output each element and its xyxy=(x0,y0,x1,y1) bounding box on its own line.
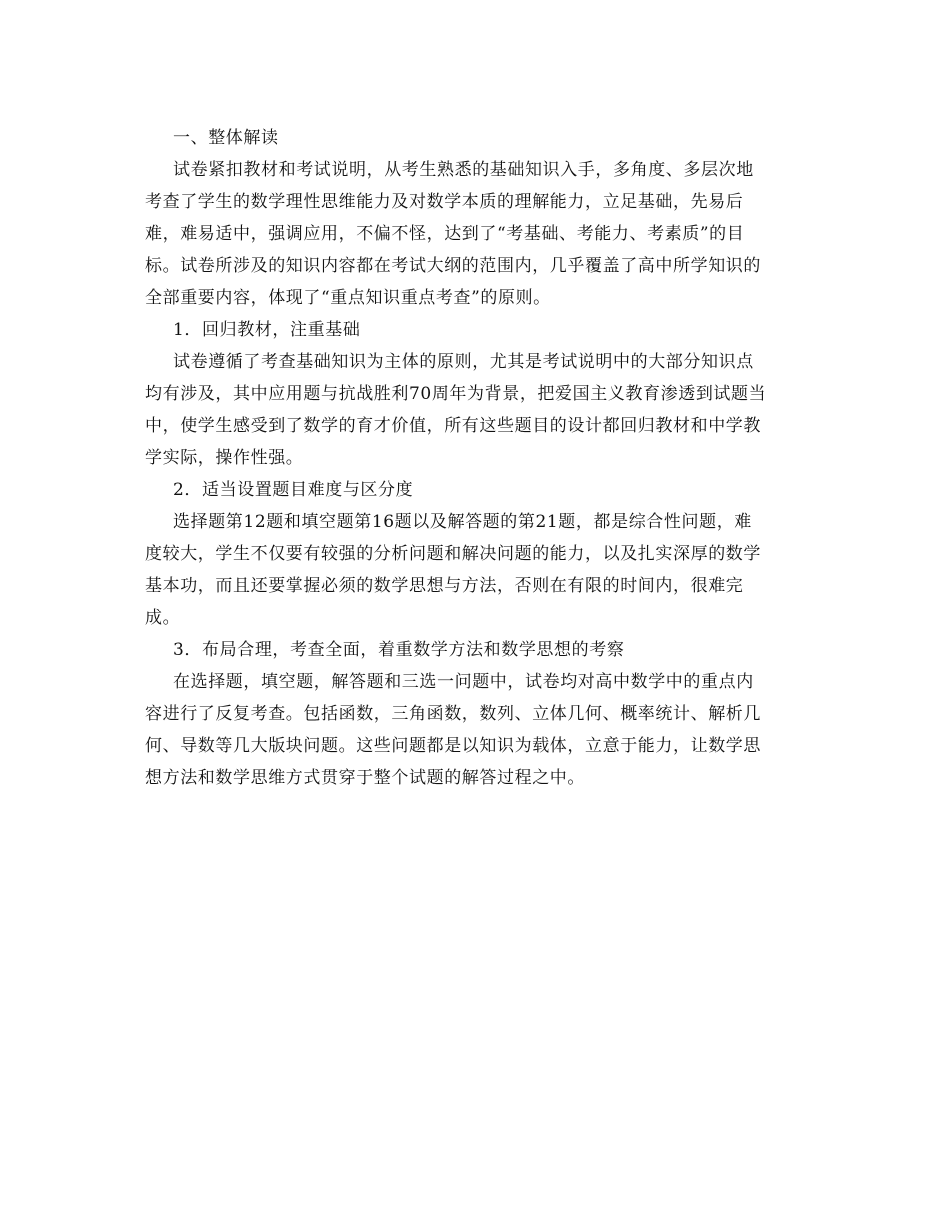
text-line: 何、导数等几大版块问题。这些问题都是以知识为载体，立意于能力，让数学思 xyxy=(145,736,761,756)
subsection-heading: 3．布局合理，考查全面，着重数学方法和数学思想的考察 xyxy=(173,640,625,660)
text-line: 试卷遵循了考查基础知识为主体的原则，尤其是考试说明中的大部分知识点 xyxy=(173,352,754,372)
text-line: 基本功，而且还要掌握必须的数学思想与方法，否则在有限的时间内，很难完 xyxy=(145,576,744,596)
text-line: 度较大，学生不仅要有较强的分析问题和解决问题的能力，以及扎实深厚的数学 xyxy=(145,544,761,564)
text-line: 考查了学生的数学理性思维能力及对数学本质的理解能力，立足基础，先易后 xyxy=(145,192,744,212)
section-heading: 一、整体解读 xyxy=(173,128,279,148)
text-line: 全部重要内容，体现了“重点知识重点考查”的原则。 xyxy=(145,288,551,308)
subsection-heading: 1．回归教材，注重基础 xyxy=(173,320,361,340)
subsection-heading: 2．适当设置题目难度与区分度 xyxy=(173,480,414,500)
text-line: 均有涉及，其中应用题与抗战胜利70周年为背景，把爱国主义教育渗透到试题当 xyxy=(145,384,767,404)
text-line: 试卷紧扣教材和考试说明，从考生熟悉的基础知识入手，多角度、多层次地 xyxy=(173,160,754,180)
text-line: 中，使学生感受到了数学的育才价值，所有这些题目的设计都回归教材和中学教 xyxy=(145,416,761,436)
text-line: 选择题第12题和填空题第16题以及解答题的第21题，都是综合性问题，难 xyxy=(173,512,752,532)
text-line: 标。试卷所涉及的知识内容都在考试大纲的范围内，几乎覆盖了高中所学知识的 xyxy=(145,256,761,276)
text-line: 在选择题，填空题，解答题和三选一问题中，试卷均对高中数学中的重点内 xyxy=(173,672,754,692)
text-line: 难，难易适中，强调应用，不偏不怪，达到了“考基础、考能力、考素质”的目 xyxy=(145,224,745,244)
text-line: 成。 xyxy=(145,608,181,628)
text-line: 学实际，操作性强。 xyxy=(145,448,304,468)
text-line: 容进行了反复考查。包括函数，三角函数，数列、立体几何、概率统计、解析几 xyxy=(145,704,761,724)
text-line: 想方法和数学思维方式贯穿于整个试题的解答过程之中。 xyxy=(145,768,585,788)
